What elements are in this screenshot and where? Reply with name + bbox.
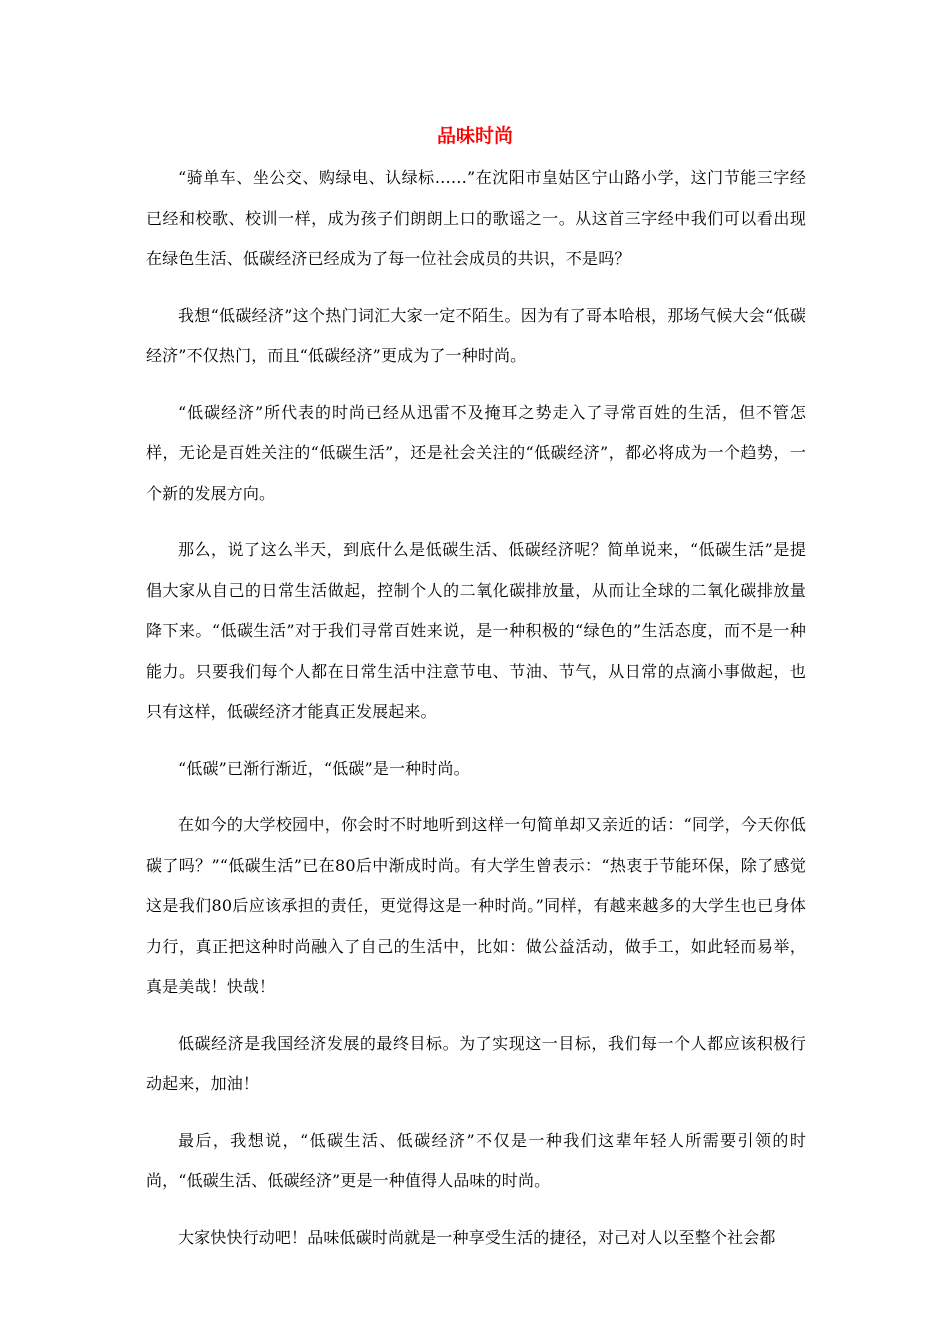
document-body [146,158,806,1274]
paragraph-3: “低碳经济”所代表的时尚已经从迅雷不及掩耳之势走入了寻常百姓的生活，但不管怎样，无论是百姓关注的“低碳生活”，还是社会关注的“低碳经济”，都必将成为一个趋势，一个新的发展方向。 [146,402,806,503]
document-title: 品味时尚 [436,125,513,147]
paragraph-6: 在如今的大学校园中，你会时不时地听到这样一句简单却又亲近的话：“同学，今天你低碳了吗？”“低碳生活”已在80后中渐成时尚。有大学生曾表示：“热衷于节能环保，除了感觉这是我们80后应该承担的责任，更觉得这是一种时尚。”同样，有越来越多的大学生也已身体力行，真正把这种时尚融入了自己的生活中，比如：做公益活动，做手工，如此轻而易举，真是美哉！快哉！ [146,815,806,996]
paragraph-7: 低碳经济是我国经济发展的最终目标。为了实现这一目标，我们每一个人都应该积极行动起来，加油！ [146,1033,806,1093]
paragraph-8: 最后，我想说，“低碳生活、低碳经济”不仅是一种我们这辈年轻人所需要引领的时尚，“低碳生活、低碳经济”更是一种值得人品味的时尚。 [146,1130,806,1190]
paragraph-5: “低碳”已渐行渐近，“低碳”是一种时尚。 [178,758,470,778]
paragraph-2: 我想“低碳经济”这个热门词汇大家一定不陌生。因为有了哥本哈根，那场气候大会“低碳经济”不仅热门，而且“低碳经济”更成为了一种时尚。 [146,305,806,365]
paragraph-9: 大家快快行动吧！品味低碳时尚就是一种享受生活的捷径，对己对人以至整个社会都 [178,1227,776,1247]
paragraph-1: “骑单车、坐公交、购绿电、认绿标……”在沈阳市皇姑区宁山路小学，这门节能三字经已经和校歌、校训一样，成为孩子们朗朗上口的歌谣之一。从这首三字经中我们可以看出现在绿色生活、低碳经济已经成为了每一位社会成员的共识，不是吗？ [146,168,806,268]
paragraph-4: 那么，说了这么半天，到底什么是低碳生活、低碳经济呢？简单说来，“低碳生活”是提倡大家从自己的日常生活做起，控制个人的二氧化碳排放量，从而让全球的二氧化碳排放量降下来。“低碳生活”对于我们寻常百姓来说，是一种积极的“绿色的”生活态度，而不是一种能力。只要我们每个人都在日常生活中注意节电、节油、节气，从日常的点滴小事做起，也只有这样，低碳经济才能真正发展起来。 [146,540,806,721]
